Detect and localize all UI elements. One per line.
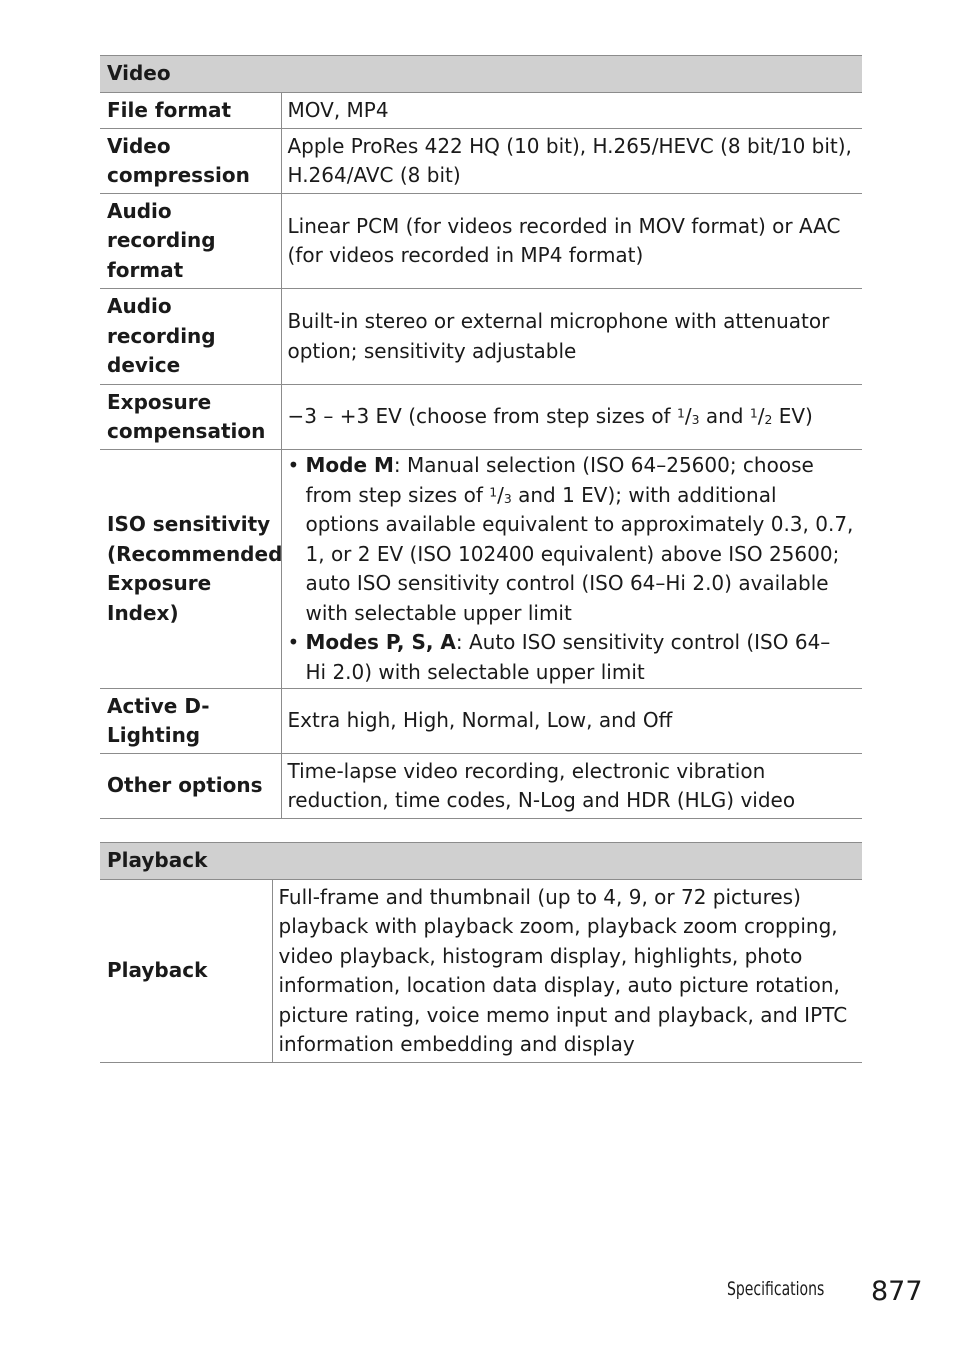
fraction-numerator: 1	[676, 405, 685, 421]
fraction-numerator: 1	[489, 483, 498, 499]
row-label-video-compression: Video compression	[100, 129, 281, 194]
bullet-icon: •	[287, 453, 300, 477]
fraction-one-third: $^1/_3$	[676, 404, 700, 429]
footer-section-name: Specifications	[727, 1278, 825, 1300]
table-row	[100, 93, 862, 129]
table-row	[100, 880, 862, 1063]
row-value-active-d-lighting: Extra high, High, Normal, Low, and Off	[281, 689, 862, 754]
value-text: : Manual selection (ISO 64–25600; choose from step sizes of	[305, 453, 814, 507]
row-label-other-options: Other options	[100, 754, 281, 819]
row-label-playback: Playback	[100, 880, 272, 1063]
row-value-iso-sensitivity	[281, 450, 862, 689]
value-text: EV)	[772, 404, 813, 429]
row-label-audio-recording-format: Audio recording format	[100, 194, 281, 289]
section-title: Video	[100, 56, 862, 93]
fraction-denominator: 3	[503, 490, 512, 506]
table-row	[100, 289, 862, 385]
table-row	[100, 129, 862, 194]
fraction-one-third: $^1/_3$	[489, 482, 512, 507]
playback-section-header	[100, 843, 862, 880]
row-label-iso-sensitivity: ISO sensitivity (Recommended Exposure Index)	[100, 450, 281, 689]
row-label-file-format: File format	[100, 93, 281, 129]
list-item	[288, 628, 857, 687]
fraction-denominator: 3	[691, 412, 700, 428]
value-text: and 1 EV); with additional options available equivalent to approximately 0.3, 0.7, 1, or 2 EV (ISO 102400 equivalent) above ISO 25600; auto ISO sensitivity control (ISO 64–Hi 2.0) available with selectable upper limit	[305, 482, 854, 625]
fraction-one-half: $^1/_2$	[749, 404, 773, 429]
value-text: : Auto ISO sensitivity control (ISO 64– Hi 2.0) with selectable upper limit	[305, 630, 831, 684]
bullet-icon: •	[287, 630, 300, 654]
list-item	[288, 451, 857, 628]
row-value-file-format: MOV, MP4	[281, 93, 862, 129]
section-title: Playback	[100, 843, 862, 880]
row-label-active-d-lighting: Active D-Lighting	[100, 689, 281, 754]
page-number: 877	[871, 1276, 923, 1307]
row-value-audio-recording-device: Built-in stereo or external microphone with attenuator option; sensitivity adjustable	[281, 289, 862, 385]
table-row	[100, 689, 862, 754]
bullet-list	[288, 451, 857, 687]
table-row	[100, 450, 862, 689]
mode-name: Mode M	[305, 453, 394, 477]
table-row	[100, 194, 862, 289]
value-text: and	[699, 404, 750, 429]
playback-spec-table	[100, 842, 862, 1063]
row-label-audio-recording-device: Audio recording device	[100, 289, 281, 385]
row-value-other-options: Time-lapse video recording, electronic vibration reduction, time codes, N-Log and HDR (HLG) video	[281, 754, 862, 819]
row-label-exposure-compensation: Exposure compensation	[100, 385, 281, 450]
mode-name: Modes P, S, A	[305, 630, 456, 654]
row-value-exposure-compensation	[281, 385, 862, 450]
row-value-playback: Full-frame and thumbnail (up to 4, 9, or 72 pictures) playback with playback zoom, playback zoom cropping, video playback, histogram display, highlights, photo information, location data display, auto picture rotation, picture rating, voice memo input and playback, and IPTC information embedding and display	[272, 880, 862, 1063]
row-value-audio-recording-format: Linear PCM (for videos recorded in MOV format) or AAC (for videos recorded in MP4 format)	[281, 194, 862, 289]
fraction-denominator: 2	[764, 412, 773, 428]
value-text: −3 – +3 EV (choose from step sizes of	[287, 404, 677, 429]
table-row	[100, 754, 862, 819]
table-row	[100, 385, 862, 450]
fraction-numerator: 1	[749, 405, 758, 421]
row-value-video-compression: Apple ProRes 422 HQ (10 bit), H.265/HEVC (8 bit/10 bit), H.264/AVC (8 bit)	[281, 129, 862, 194]
video-section-header	[100, 56, 862, 93]
video-spec-table	[100, 55, 862, 819]
